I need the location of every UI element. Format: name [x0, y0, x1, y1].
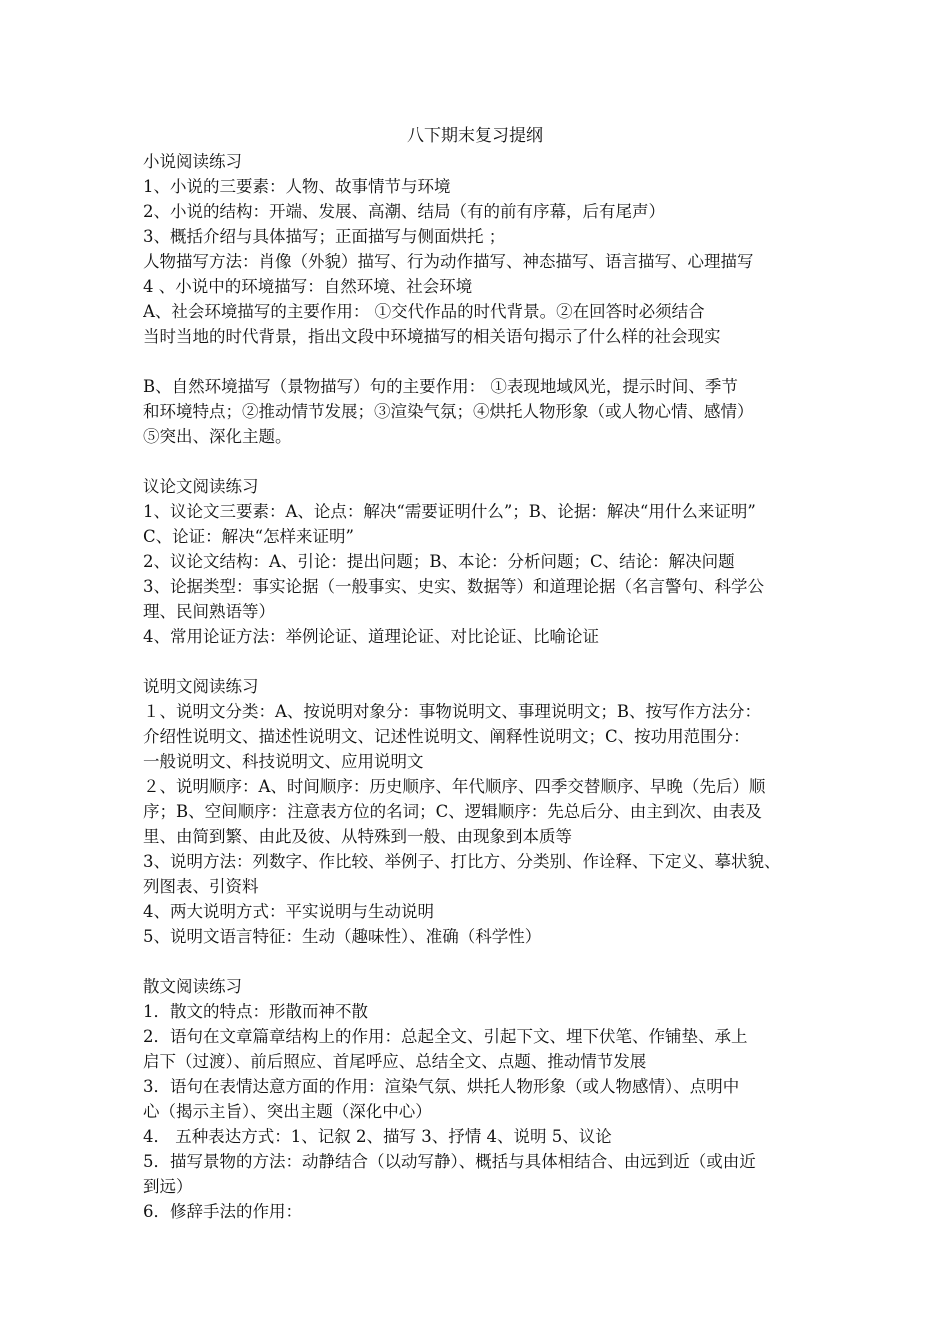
text-line: C、论证：解决“怎样来证明”	[143, 527, 354, 546]
text-line: 2．语句在文章篇章结构上的作用：总起全文、引起下文、埋下伏笔、作铺垫、承上	[143, 1027, 748, 1046]
section-exposition	[143, 674, 813, 949]
section-heading-exposition: 说明文阅读练习	[143, 677, 259, 696]
text-line: 当时当地的时代背景，指出文段中环境描写的相关语句揭示了什么样的社会现实	[143, 327, 721, 346]
text-line: 人物描写方法：肖像（外貌）描写、行为动作描写、神态描写、语言描写、心理描写	[143, 252, 754, 271]
text-line: 4 、小说中的环境描写：自然环境、社会环境	[143, 277, 473, 296]
text-line: ２、说明顺序：A、时间顺序：历史顺序、年代顺序、四季交替顺序、早晚（先后）顺	[143, 777, 766, 796]
text-line: １、说明文分类：A、按说明对象分：事物说明文、事理说明文；B、按写作方法分：	[143, 702, 762, 721]
text-line: 2、议论文结构：A、引论：提出问题；B、本论：分析问题；C、结论：解决问题	[143, 552, 735, 571]
blank-line	[143, 949, 813, 974]
text-line: 理、民间熟语等）	[143, 602, 275, 621]
text-line: 4、常用论证方法：举例论证、道理论证、对比论证、比喻论证	[143, 627, 599, 646]
text-line: B、自然环境描写（景物描写）句的主要作用： ①表现地域风光，提示时间、季节	[143, 377, 738, 396]
text-line: 1、议论文三要素：A、论点：解决“需要证明什么”；B、论据：解决“用什么来证明”	[143, 502, 756, 521]
text-line: 介绍性说明文、描述性说明文、记述性说明文、阐释性说明文；C、按功用范围分：	[143, 727, 750, 746]
text-line: 1、小说的三要素：人物、故事情节与环境	[143, 177, 451, 196]
section-heading-prose: 散文阅读练习	[143, 977, 242, 996]
text-line: ⑤突出、深化主题。	[143, 427, 292, 446]
section-heading-argument: 议论文阅读练习	[143, 477, 259, 496]
text-line: 2、小说的结构：开端、发展、高潮、结局（有的前有序幕，后有尾声）	[143, 202, 665, 221]
document-title: 八下期末复习提纲	[407, 126, 543, 146]
text-line: 5、说明文语言特征：生动（趣味性）、准确（科学性）	[143, 927, 542, 946]
section-prose	[143, 974, 813, 1224]
section-novel	[143, 149, 813, 449]
text-line: 序；B、空间顺序：注意表方位的名词；C、逻辑顺序：先总后分、由主到次、由表及	[143, 802, 762, 821]
text-line: A、社会环境描写的主要作用： ①交代作品的时代背景。②在回答时必须结合	[143, 302, 705, 321]
section-heading-novel: 小说阅读练习	[143, 152, 242, 171]
blank-line	[143, 649, 813, 674]
text-line: 5．描写景物的方法：动静结合（以动写静）、概括与具体相结合、由远到近（或由近	[143, 1152, 756, 1171]
text-line: 4、两大说明方式：平实说明与生动说明	[143, 902, 434, 921]
text-line: 1．散文的特点：形散而神不散	[143, 1002, 368, 1021]
blank-line	[143, 349, 813, 374]
text-line: 3、概括介绍与具体描写；正面描写与侧面烘托 ；	[143, 227, 506, 246]
blank-line	[143, 449, 813, 474]
section-argument	[143, 474, 813, 649]
text-line: 3、说明方法：列数字、作比较、举例子、打比方、分类别、作诠释、下定义、摹状貌、	[143, 852, 781, 871]
text-line: 一般说明文、科技说明文、应用说明文	[143, 752, 424, 771]
text-line: 4． 五种表达方式：1、记叙 2、描写 3、抒情 4、说明 5、议论	[143, 1127, 612, 1146]
text-line: 心（揭示主旨）、突出主题（深化中心）	[143, 1102, 432, 1121]
text-line: 3、论据类型：事实论据（一般事实、史实、数据等）和道理论据（名言警句、科学公	[143, 577, 764, 596]
text-line: 列图表、引资料	[143, 877, 259, 896]
text-line: 6．修辞手法的作用：	[143, 1202, 302, 1221]
text-line: 和环境特点；②推动情节发展；③渲染气氛；④烘托人物形象（或人物心情、感情）	[143, 402, 754, 421]
text-line: 到远）	[143, 1177, 193, 1196]
text-line: 里、由简到繁、由此及彼、从特殊到一般、由现象到本质等	[143, 827, 572, 846]
document-body	[143, 149, 813, 1224]
text-line: 3．语句在表情达意方面的作用：渲染气氛、烘托人物形象（或人物感情）、点明中	[143, 1077, 740, 1096]
text-line: 启下（过渡）、前后照应、首尾呼应、总结全文、点题、推动情节发展	[143, 1052, 647, 1071]
